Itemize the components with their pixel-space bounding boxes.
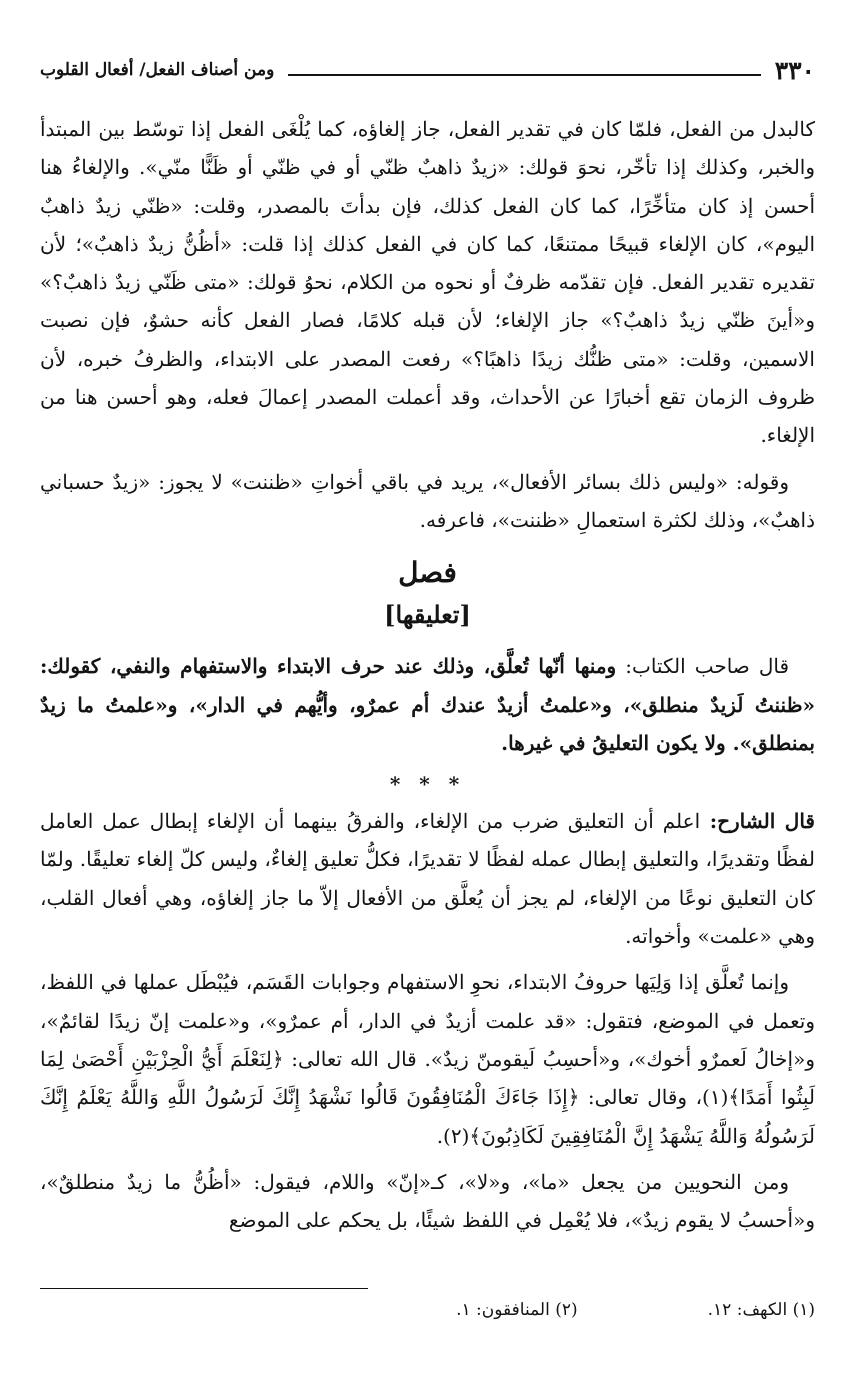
paragraph: ومن النحويين من يجعل «ما»، و«لا»، كـ«إنّ» واللام، فيقول: «أظُنُّ ما زيدٌ منطلقٌ»، و«أحسبُ لا يقوم زيدٌ»، فلا يُعْمِل في اللفظ شيئًا، بل يحكم على الموضع [40, 1169, 815, 1233]
separator-stars: * * * [389, 772, 466, 797]
header-rule [288, 74, 760, 76]
running-title: ومن أصناف الفعل/ أفعال القلوب [40, 60, 275, 80]
section-title: فصل [398, 556, 457, 590]
page-header [40, 50, 815, 90]
footnotes [40, 1300, 815, 1320]
sharh-text: اعلم أن التعليق ضرب من الإلغاء، والفرقُ بينهما أن الإلغاء إبطال عمل العامل لفظًا وتقديرًا، والتعليق إبطال عمله لفظًا لا تقديرًا، فكلُّ تعليق إلغاءٌ، وليس كلّ إلغاء تعليقًا. ولمّا كان التعليق نوعًا من الإلغاء، لم يجز أن يُعلَّق من الأفعال إلاّ ما جاز إلغاؤه، وهي أفعال القلب، وهي «علمت» وأخواته. [40, 809, 815, 949]
matn-paragraph [40, 647, 815, 762]
footnote-rule [40, 1288, 368, 1289]
matn-lead: قال صاحب الكتاب: [616, 654, 789, 679]
section-subtitle: [تعليقها] [384, 600, 471, 630]
matn-text: ومنها أنّها تُعلَّق، وذلك عند حرف الابتداء والاستفهام والنفي، كقولك: «ظننتُ لَزيدٌ منطلق»، و«علمتُ أزيدٌ عندك أم عمرٌو، وأيُّهم في الدار»، و«علمتُ ما زيدٌ بمنطلق». ولا يكون التعليقُ في غيرها. [40, 654, 815, 755]
paragraph: كالبدل من الفعل، فلمّا كان في تقدير الفعل، جاز إلغاؤه، كما يُلْغَى الفعل إذا توسّط بين المبتدأ والخبر، وكذلك إذا تأخّر، نحوَ قولك: «زيدٌ ذاهبٌ ظنّي أو في ظنّي أو ظَنًّا منّي». والإلغاءُ هنا أحسن إذ كان متأخِّرًا، كما كان الفعل كذلك، فإن بدأتَ بالمصدر، وقلت: «ظنّي زيدٌ ذاهبٌ اليوم»، كان الإلغاء قبيحًا ممتنعًا، كما كان في الفعل كذلك إذا قلت: «أظُنُّ زيدٌ ذاهبٌ»؛ لأن تقديره تقدير الفعل. فإن تقدّمه ظرفٌ أو نحوه من الكلام، نحوُ قولك: «متى ظَنّي زيدٌ ذاهبٌ؟» و«أينَ ظنّي زيدٌ ذاهبٌ؟» جاز الإلغاء؛ لأن قبله كلامًا، فصار الفعل كأنه حشوٌ، فإن نصبت الاسمين، وقلت: «متى ظنُّك زيدًا ذاهبًا؟» رفعت المصدر على الابتداء، والظرفُ خبره، لأن ظروف الزمان تقع أخبارًا عن الأحداث، وقد أعملت المصدر إعمالَ فعله، وهو أحسن هنا من الإلغاء. [40, 117, 816, 448]
page-number: ٣٣٠ [774, 55, 815, 85]
footnote-1: (١) الكهف: ١٢. [707, 1300, 815, 1320]
paragraph: وإنما تُعلَّق إذا وَلِيَها حروفُ الابتداء، نحوِ الاستفهام وجوابات القَسَم، فيُبْطَل عملها في اللفظ، وتعمل في الموضع، فتقول: «قد علمت أزيدٌ في الدار، أم عمرٌو»، و«علمت إنّ زيدًا لقائمٌ»، و«إخالُ لَعمرٌو أخوك»، و«أحسِبُ لَيقومنّ زيدٌ». قال الله تعالى: ﴿لِنَعْلَمَ أَيُّ الْحِزْبَيْنِ أَحْصَىٰ لِمَا لَبِثُوا أَمَدًا﴾(١)، وقال تعالى: ﴿إِذَا جَاءَكَ الْمُنَافِقُونَ قَالُوا نَشْهَدُ إِنَّكَ لَرَسُولُ اللَّهِ وَاللَّهُ يَعْلَمُ إِنَّكَ لَرَسُولُهُ وَاللَّهُ يَشْهَدُ إِنَّ الْمُنَافِقِينَ لَكَاذِبُونَ﴾(٢). [40, 970, 815, 1148]
page-body [40, 110, 815, 1239]
sharh-lead: قال الشارح: [700, 809, 815, 834]
sharh-paragraph [40, 802, 815, 955]
paragraph: وقوله: «وليس ذلك بسائر الأفعال»، يريد في باقي أخواتِ «ظننت» لا يجوز: «زيدٌ حسباني ذاهبٌ»، وذلك لكثرة استعمالِ «ظننت»، فاعرفه. [40, 469, 815, 532]
footnote-2: (٢) المنافقون: ١. [456, 1300, 578, 1320]
